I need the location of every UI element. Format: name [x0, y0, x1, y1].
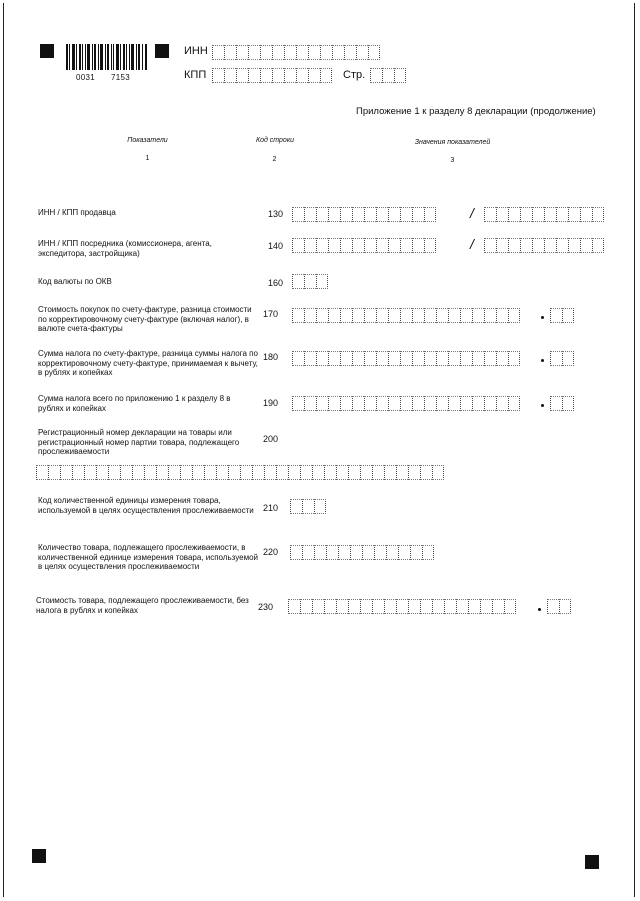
- tax-amount-integer-field[interactable]: [292, 351, 520, 366]
- page-label: Стр.: [343, 69, 366, 81]
- barcode-number-right: 7153: [111, 73, 130, 82]
- line-code-210: 210: [263, 503, 279, 513]
- page-number-field[interactable]: [370, 68, 406, 83]
- line-code-180: 180: [263, 352, 279, 362]
- row-label-200: Регистрационный номер декларации на товары или регистрационный номер партии товара, подлежащего прослеживаемости: [38, 428, 240, 456]
- purchase-cost-fraction-field[interactable]: [550, 308, 574, 323]
- intermediary-inn-field[interactable]: [292, 238, 436, 253]
- barcode: [66, 44, 148, 70]
- line-code-230: 230: [258, 602, 274, 612]
- column-number-3: 3: [450, 157, 455, 164]
- column-number-2: 2: [272, 156, 277, 163]
- row-label-180: Сумма налога по счету-фактуре, разница суммы налога по корректировочному счету-фактуре, принимаемая к вычету, в рублях и копейках: [38, 349, 258, 377]
- line-code-190: 190: [263, 398, 279, 408]
- line-code-170: 170: [263, 309, 279, 319]
- row-label-220: Количество товара, подлежащего прослеживаемости, в количественной единице измерения товара, используемой в целях осуществления прослеживаемости: [38, 543, 258, 571]
- goods-quantity-field[interactable]: [290, 545, 434, 560]
- kpp-label: КПП: [184, 69, 207, 81]
- column-number-1: 1: [145, 155, 150, 162]
- total-tax-fraction-field[interactable]: [550, 396, 574, 411]
- row-label-190: Сумма налога всего по приложению 1 к разделу 8 в рублях и копейках: [38, 394, 231, 413]
- column-head-indicators: Показатели: [127, 137, 168, 144]
- registration-marker-bottom-right: [585, 855, 599, 869]
- decimal-point-180: [541, 359, 544, 362]
- row-label-130: ИНН / КПП продавца: [38, 208, 116, 217]
- unit-code-field[interactable]: [290, 499, 326, 514]
- inn-kpp-separator-130: /: [470, 205, 474, 221]
- row-label-210: Код количественной единицы измерения товара, используемой в целях осуществления прослеживаемости: [38, 496, 254, 515]
- column-head-values: Значения показателей: [414, 139, 491, 146]
- declaration-number-field[interactable]: [36, 465, 444, 480]
- row-label-230: Стоимость товара, подлежащего прослеживаемости, без налога в рублях и копейках: [36, 596, 249, 615]
- goods-cost-integer-field[interactable]: [288, 599, 516, 614]
- inn-field[interactable]: [212, 45, 380, 60]
- seller-kpp-field[interactable]: [484, 207, 604, 222]
- inn-label: ИНН: [184, 45, 208, 57]
- total-tax-integer-field[interactable]: [292, 396, 520, 411]
- decimal-point-170: [541, 316, 544, 319]
- registration-marker-top-left: [40, 44, 54, 58]
- row-label-140: ИНН / КПП посредника (комиссионера, агента, экспедитора, застройщика): [38, 239, 212, 258]
- registration-marker-bottom-left: [32, 849, 46, 863]
- column-head-line-code: Код строки: [255, 137, 295, 144]
- decimal-point-190: [541, 404, 544, 407]
- intermediary-kpp-field[interactable]: [484, 238, 604, 253]
- line-code-220: 220: [263, 547, 279, 557]
- purchase-cost-integer-field[interactable]: [292, 308, 520, 323]
- form-title: Приложение 1 к разделу 8 декларации (продолжение): [356, 106, 596, 117]
- line-code-200: 200: [263, 434, 279, 444]
- line-code-160: 160: [268, 278, 284, 288]
- currency-code-field[interactable]: [292, 274, 328, 289]
- decimal-point-230: [538, 608, 541, 611]
- goods-cost-fraction-field[interactable]: [547, 599, 571, 614]
- registration-marker-top-middle: [155, 44, 169, 58]
- kpp-field[interactable]: [212, 68, 332, 83]
- barcode-number-left: 0031: [76, 73, 95, 82]
- tax-amount-fraction-field[interactable]: [550, 351, 574, 366]
- line-code-140: 140: [268, 241, 284, 251]
- line-code-130: 130: [268, 209, 284, 219]
- seller-inn-field[interactable]: [292, 207, 436, 222]
- row-label-170: Стоимость покупок по счету-фактуре, разница стоимости по корректировочному счету-фактуре (включая налог), в валюте счета-фактуры: [38, 305, 252, 333]
- inn-kpp-separator-140: /: [470, 236, 474, 252]
- row-label-160: Код валюты по ОКВ: [38, 277, 112, 286]
